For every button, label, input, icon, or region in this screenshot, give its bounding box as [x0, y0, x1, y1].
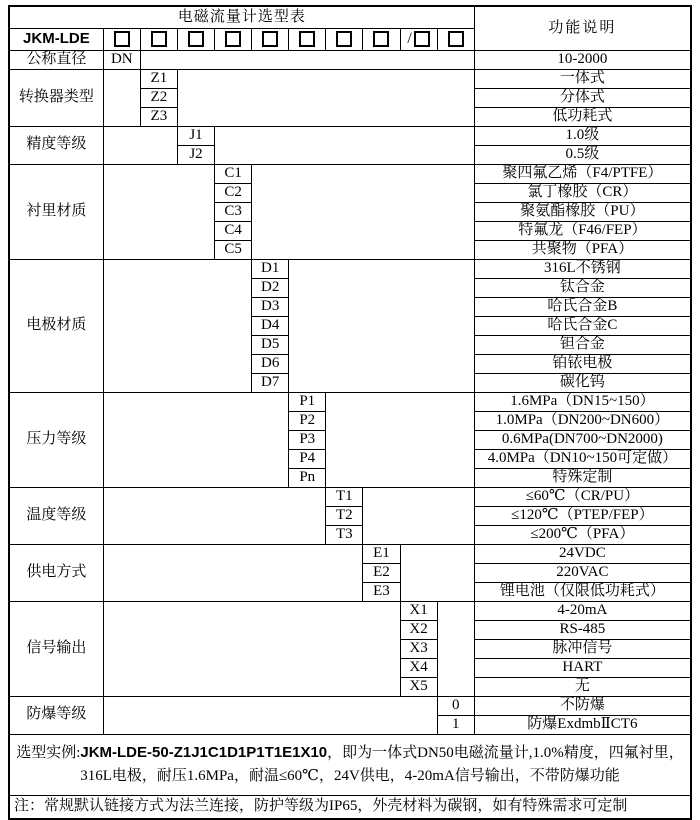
option-checkbox: [188, 31, 204, 47]
page-title: 电磁流量计选型表: [9, 6, 474, 28]
option-row: [9, 69, 691, 88]
option-code: Z1: [140, 69, 177, 88]
option-description: 防爆ExdmbⅡCT6: [474, 715, 691, 734]
slash-separator: /: [407, 29, 412, 47]
selection-table: [8, 5, 692, 820]
option-description: 1.0MPa（DN200~DN600）: [474, 411, 691, 430]
option-code: D2: [252, 278, 289, 297]
option-code: D4: [252, 316, 289, 335]
empty-spacer: [363, 487, 474, 544]
empty-spacer: [103, 696, 437, 734]
option-code: X3: [400, 639, 437, 658]
option-code: C1: [215, 164, 252, 183]
example-description: ，即为一体式DN50电磁流量计,1.0%精度，四氟衬里，: [327, 744, 684, 761]
empty-spacer: [215, 126, 475, 164]
model-digit-slot: [140, 28, 177, 50]
option-code: T1: [326, 487, 363, 506]
option-description: 不防爆: [474, 696, 691, 715]
category-label: 电极材质: [9, 259, 103, 392]
option-code: C3: [215, 202, 252, 221]
option-row: [9, 392, 691, 411]
option-row: [9, 487, 691, 506]
category-label: 信号输出: [9, 601, 103, 696]
option-code: X1: [400, 601, 437, 620]
category-label: 转换器类型: [9, 69, 103, 126]
model-digit-slot: [215, 28, 252, 50]
example-row: [9, 734, 691, 795]
model-digit-slot: [437, 28, 474, 50]
option-row: [9, 126, 691, 145]
option-code: J2: [177, 145, 214, 164]
function-column-header: 功能说明: [474, 6, 691, 50]
empty-spacer: [103, 601, 400, 696]
option-code: X2: [400, 620, 437, 639]
empty-spacer: [252, 164, 475, 259]
option-checkbox: [299, 31, 315, 47]
selection-example: [9, 734, 691, 795]
option-code: T2: [326, 506, 363, 525]
option-description: ≤200℃（PFA）: [474, 525, 691, 544]
option-description: 分体式: [474, 88, 691, 107]
option-code: D3: [252, 297, 289, 316]
option-description: 锂电池（仅限低功耗式）: [474, 582, 691, 601]
option-code: X4: [400, 658, 437, 677]
option-checkbox: [414, 31, 430, 47]
empty-spacer: [103, 126, 177, 164]
example-model-code: JKM-LDE-50-Z1J1C1D1P1T1E1X10: [80, 743, 328, 761]
option-description: 聚四氟乙烯（F4/PTFE）: [474, 164, 691, 183]
option-description: ≤60℃（CR/PU）: [474, 487, 691, 506]
option-description: 4-20mA: [474, 601, 691, 620]
model-digit-slot: [326, 28, 363, 50]
option-checkbox: [225, 31, 241, 47]
model-digit-slot: [289, 28, 326, 50]
option-checkbox: [114, 31, 130, 47]
option-row: [9, 164, 691, 183]
option-code: J1: [177, 126, 214, 145]
option-code: C5: [215, 240, 252, 259]
option-description: 一体式: [474, 69, 691, 88]
option-description: 1.0级: [474, 126, 691, 145]
option-row: [9, 50, 691, 69]
selection-sheet: [8, 5, 692, 820]
option-code: P3: [289, 430, 326, 449]
category-label: 温度等级: [9, 487, 103, 544]
model-digit-slot: [400, 28, 437, 50]
option-description: 无: [474, 677, 691, 696]
option-description: 氯丁橡胶（CR）: [474, 183, 691, 202]
option-code: P1: [289, 392, 326, 411]
option-code: Z3: [140, 107, 177, 126]
category-label: 防爆等级: [9, 696, 103, 734]
example-prefix: 选型实例:: [16, 744, 81, 761]
option-description: 特殊定制: [474, 468, 691, 487]
option-description: 1.6MPa（DN15~150）: [474, 392, 691, 411]
option-description: 特氟龙（F46/FEP）: [474, 221, 691, 240]
model-digit-slot: [103, 28, 140, 50]
option-description: 共聚物（PFA）: [474, 240, 691, 259]
title-row: [9, 6, 691, 28]
option-code: 1: [437, 715, 474, 734]
empty-spacer: [103, 392, 288, 487]
option-row: [9, 544, 691, 563]
model-digit-slot: [363, 28, 400, 50]
option-description: 0.5级: [474, 145, 691, 164]
option-description: HART: [474, 658, 691, 677]
option-code: Pn: [289, 468, 326, 487]
option-description: 0.6MPa(DN700~DN2000): [474, 430, 691, 449]
empty-spacer: [289, 259, 475, 392]
option-code: X5: [400, 677, 437, 696]
option-code: D5: [252, 335, 289, 354]
option-description: 24VDC: [474, 544, 691, 563]
option-description: 316L不锈钢: [474, 259, 691, 278]
option-code: T3: [326, 525, 363, 544]
option-row: [9, 259, 691, 278]
option-description: 低功耗式: [474, 107, 691, 126]
option-checkbox: [448, 31, 464, 47]
option-description: 哈氏合金C: [474, 316, 691, 335]
example-line-2: 316L电极，耐压1.6MPa，耐温≤60℃，24V供电，4-20mA信号输出，不带防爆功能: [80, 768, 620, 784]
option-checkbox: [373, 31, 389, 47]
empty-spacer: [103, 487, 326, 544]
model-digit-slot: [252, 28, 289, 50]
option-description: 铂铱电极: [474, 354, 691, 373]
option-description: 聚氨酯橡胶（PU）: [474, 202, 691, 221]
empty-spacer: [400, 544, 474, 601]
option-code: P4: [289, 449, 326, 468]
option-code: E2: [363, 563, 400, 582]
option-checkbox: [336, 31, 352, 47]
empty-spacer: [103, 259, 251, 392]
option-code: Z2: [140, 88, 177, 107]
option-description: 碳化钨: [474, 373, 691, 392]
note-text: 注：常规默认链接方式为法兰连接，防护等级为IP65，外壳材料为碳钢，如有特殊需求可定制: [9, 795, 691, 819]
category-label: 压力等级: [9, 392, 103, 487]
option-description: 钛合金: [474, 278, 691, 297]
option-description: 4.0MPa（DN10~150可定做）: [474, 449, 691, 468]
model-prefix: JKM-LDE: [9, 28, 103, 50]
option-description: RS-485: [474, 620, 691, 639]
option-code: 0: [437, 696, 474, 715]
option-code: DN: [103, 50, 140, 69]
option-row: [9, 601, 691, 620]
option-description: 220VAC: [474, 563, 691, 582]
empty-spacer: [140, 50, 474, 69]
option-description: 10-2000: [474, 50, 691, 69]
option-code: P2: [289, 411, 326, 430]
option-code: C4: [215, 221, 252, 240]
option-checkbox: [151, 31, 167, 47]
option-checkbox: [262, 31, 278, 47]
empty-spacer: [177, 69, 474, 126]
option-description: 哈氏合金B: [474, 297, 691, 316]
category-label: 精度等级: [9, 126, 103, 164]
option-description: 钽合金: [474, 335, 691, 354]
empty-spacer: [437, 601, 474, 696]
option-code: C2: [215, 183, 252, 202]
model-digit-slot: [177, 28, 214, 50]
empty-spacer: [103, 164, 214, 259]
option-code: D1: [252, 259, 289, 278]
note-row: [9, 795, 691, 819]
example-line-1: [12, 741, 688, 765]
category-label: 供电方式: [9, 544, 103, 601]
option-description: ≤120℃（PTEP/FEP）: [474, 506, 691, 525]
option-code: E3: [363, 582, 400, 601]
option-code: D6: [252, 354, 289, 373]
option-code: D7: [252, 373, 289, 392]
category-label: 公称直径: [9, 50, 103, 69]
category-label: 衬里材质: [9, 164, 103, 259]
option-row: [9, 696, 691, 715]
empty-spacer: [103, 544, 363, 601]
option-code: E1: [363, 544, 400, 563]
empty-spacer: [326, 392, 474, 487]
option-description: 脉冲信号: [474, 639, 691, 658]
empty-spacer: [103, 69, 140, 126]
